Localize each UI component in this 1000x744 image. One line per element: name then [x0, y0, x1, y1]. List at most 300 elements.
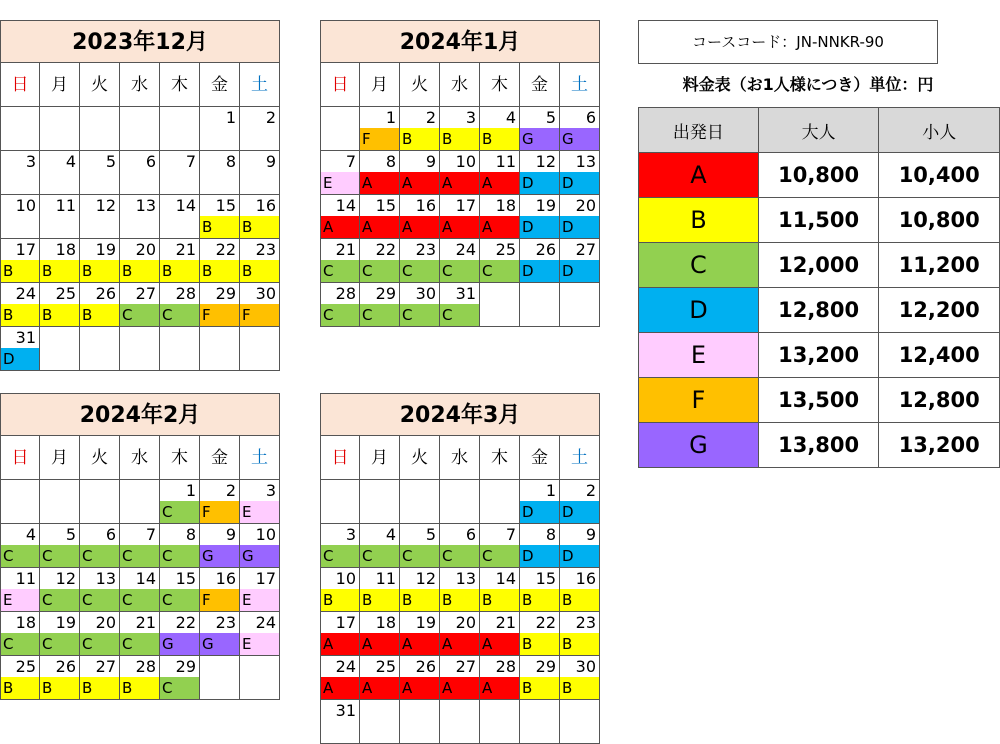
price-code: C	[321, 545, 359, 567]
price-code: C	[360, 545, 399, 567]
weekday-header: 木	[160, 436, 200, 480]
weekday-header: 土	[560, 63, 600, 107]
day-number: 13	[455, 569, 476, 588]
day-number: 24	[335, 657, 356, 676]
weekday-header: 火	[80, 436, 120, 480]
day-number: 23	[575, 613, 596, 632]
day-cell	[40, 195, 80, 239]
day-number: 22	[375, 240, 396, 259]
price-table-header	[639, 108, 1000, 153]
price-code: C	[40, 589, 79, 611]
price-code: B	[1, 304, 39, 326]
day-cell	[400, 239, 440, 283]
day-cell	[160, 568, 200, 612]
day-cell	[200, 656, 240, 700]
day-cell	[560, 524, 600, 568]
price-row	[639, 198, 1000, 243]
adult-price: 13,500	[758, 378, 879, 423]
price-code: C	[360, 304, 399, 326]
weekday-header: 火	[400, 63, 440, 107]
price-code: B	[1, 677, 39, 699]
price-code: F	[200, 589, 239, 611]
day-cell	[560, 656, 600, 700]
price-code: B	[1, 260, 39, 282]
price-code: C	[160, 545, 199, 567]
price-code-cell: A	[639, 153, 759, 198]
day-cell	[520, 480, 560, 524]
price-code: E	[240, 501, 279, 523]
day-number: 27	[455, 657, 476, 676]
day-cell	[360, 612, 400, 656]
price-code: B	[400, 128, 439, 150]
adult-price: 12,000	[758, 243, 879, 288]
day-cell	[400, 700, 440, 744]
weekday-header: 水	[120, 63, 160, 107]
day-cell	[560, 480, 600, 524]
weekday-header: 木	[480, 63, 520, 107]
day-cell	[120, 612, 160, 656]
price-code: C	[440, 545, 479, 567]
price-code: C	[40, 633, 79, 655]
day-cell	[440, 151, 480, 195]
day-number: 27	[135, 284, 156, 303]
day-number: 1	[185, 481, 196, 500]
price-code: B	[360, 589, 399, 611]
price-code: G	[560, 128, 599, 150]
price-code: A	[321, 216, 359, 238]
price-code: D	[520, 172, 559, 194]
day-cell	[480, 568, 520, 612]
price-code: C	[321, 304, 359, 326]
day-cell	[240, 568, 280, 612]
day-number: 13	[575, 152, 596, 171]
day-cell	[480, 480, 520, 524]
day-cell	[320, 283, 360, 327]
day-cell	[40, 151, 80, 195]
day-number: 14	[335, 196, 356, 215]
day-cell	[80, 195, 120, 239]
price-code: B	[40, 260, 79, 282]
weekday-header: 土	[560, 436, 600, 480]
day-number: 11	[375, 569, 396, 588]
day-number: 5	[65, 525, 76, 544]
day-cell	[520, 612, 560, 656]
weekday-header: 日	[320, 63, 360, 107]
day-cell	[200, 480, 240, 524]
day-cell	[400, 195, 440, 239]
day-cell	[0, 151, 40, 195]
price-code: C	[160, 304, 199, 326]
price-code: A	[440, 172, 479, 194]
day-number: 12	[55, 569, 76, 588]
price-code: C	[160, 677, 199, 699]
price-code: A	[360, 633, 399, 655]
price-code-cell: B	[639, 198, 759, 243]
weekday-header: 水	[440, 63, 480, 107]
day-number: 19	[415, 613, 436, 632]
calendar-mar-2024	[320, 393, 600, 744]
day-number: 1	[225, 108, 236, 127]
price-code: B	[200, 216, 239, 238]
day-number: 8	[385, 152, 396, 171]
day-cell	[360, 283, 400, 327]
day-cell	[320, 524, 360, 568]
price-code: A	[360, 172, 399, 194]
day-cell	[80, 283, 120, 327]
day-cell	[400, 612, 440, 656]
price-code: C	[80, 633, 119, 655]
price-code: B	[560, 677, 599, 699]
day-cell	[40, 107, 80, 151]
day-cell	[440, 480, 480, 524]
day-number: 29	[175, 657, 196, 676]
day-number: 26	[55, 657, 76, 676]
day-cell	[440, 656, 480, 700]
price-code: D	[560, 172, 599, 194]
weekday-header: 金	[200, 63, 240, 107]
day-cell	[360, 239, 400, 283]
day-number: 1	[545, 481, 556, 500]
day-cell	[360, 524, 400, 568]
weekday-header: 土	[240, 436, 280, 480]
price-code: C	[480, 545, 519, 567]
day-cell	[40, 327, 80, 371]
day-number: 10	[455, 152, 476, 171]
day-number: 5	[545, 108, 556, 127]
day-number: 13	[95, 569, 116, 588]
day-cell	[40, 239, 80, 283]
day-number: 29	[375, 284, 396, 303]
price-code: A	[321, 677, 359, 699]
weekday-header: 月	[40, 436, 80, 480]
day-cell	[480, 283, 520, 327]
price-code: C	[80, 545, 119, 567]
weekday-header: 日	[320, 436, 360, 480]
day-number: 20	[455, 613, 476, 632]
day-cell	[160, 195, 200, 239]
day-cell	[240, 656, 280, 700]
day-number: 24	[455, 240, 476, 259]
price-code: A	[440, 633, 479, 655]
calendar-dec-2023	[0, 20, 280, 371]
day-cell	[80, 327, 120, 371]
price-code: C	[360, 260, 399, 282]
price-code: B	[520, 677, 559, 699]
day-cell	[40, 568, 80, 612]
day-number: 19	[95, 240, 116, 259]
price-code-cell: G	[639, 423, 759, 468]
price-code: D	[520, 501, 559, 523]
weekday-header: 金	[520, 436, 560, 480]
price-code: C	[400, 304, 439, 326]
calendar-grid	[320, 63, 600, 327]
day-number: 21	[335, 240, 356, 259]
day-cell	[200, 239, 240, 283]
price-row	[639, 288, 1000, 333]
day-cell	[160, 239, 200, 283]
weekday-header: 火	[80, 63, 120, 107]
day-cell	[80, 151, 120, 195]
day-cell	[520, 283, 560, 327]
price-code: C	[120, 545, 159, 567]
price-code: G	[520, 128, 559, 150]
day-number: 7	[145, 525, 156, 544]
price-code-cell: D	[639, 288, 759, 333]
day-cell	[360, 568, 400, 612]
day-number: 16	[255, 196, 276, 215]
price-code: B	[120, 260, 159, 282]
day-cell	[40, 656, 80, 700]
day-number: 12	[535, 152, 556, 171]
price-code: C	[160, 501, 199, 523]
header-departure: 出発日	[639, 108, 759, 153]
day-number: 11	[495, 152, 516, 171]
day-number: 28	[135, 657, 156, 676]
day-cell	[120, 239, 160, 283]
price-code: D	[1, 348, 39, 370]
day-cell	[240, 239, 280, 283]
price-code: F	[240, 304, 279, 326]
weekday-header: 木	[480, 436, 520, 480]
day-cell	[400, 480, 440, 524]
price-code: D	[560, 216, 599, 238]
day-cell	[400, 656, 440, 700]
day-cell	[0, 612, 40, 656]
price-code: F	[200, 304, 239, 326]
day-number: 1	[385, 108, 396, 127]
day-cell	[40, 283, 80, 327]
day-cell	[120, 327, 160, 371]
price-code: C	[120, 633, 159, 655]
weekday-header: 日	[0, 436, 40, 480]
day-cell	[240, 107, 280, 151]
day-cell	[320, 239, 360, 283]
weekday-header: 火	[400, 436, 440, 480]
day-cell	[520, 195, 560, 239]
price-code: G	[200, 633, 239, 655]
price-code-cell: F	[639, 378, 759, 423]
calendar-grid	[0, 63, 280, 371]
calendar-title: 2024年2月	[0, 393, 280, 436]
price-code: B	[120, 677, 159, 699]
day-cell	[440, 195, 480, 239]
weekday-header: 金	[200, 436, 240, 480]
day-number: 31	[455, 284, 476, 303]
day-number: 29	[535, 657, 556, 676]
day-cell	[120, 195, 160, 239]
day-number: 4	[25, 525, 36, 544]
price-code-cell: C	[639, 243, 759, 288]
weekday-header: 金	[520, 63, 560, 107]
day-cell	[160, 656, 200, 700]
day-cell	[320, 656, 360, 700]
day-number: 23	[215, 613, 236, 632]
day-number: 28	[335, 284, 356, 303]
day-cell	[520, 151, 560, 195]
day-number: 17	[335, 613, 356, 632]
price-code: A	[440, 677, 479, 699]
day-number: 3	[25, 152, 36, 171]
price-code: B	[440, 589, 479, 611]
day-number: 26	[95, 284, 116, 303]
day-number: 26	[535, 240, 556, 259]
day-number: 29	[215, 284, 236, 303]
day-cell	[0, 239, 40, 283]
day-number: 2	[585, 481, 596, 500]
day-number: 24	[15, 284, 36, 303]
day-cell	[0, 327, 40, 371]
price-code: A	[360, 677, 399, 699]
weekday-header: 月	[360, 436, 400, 480]
price-code: C	[480, 260, 519, 282]
day-number: 31	[335, 701, 356, 720]
day-number: 19	[535, 196, 556, 215]
day-cell	[360, 700, 400, 744]
day-number: 5	[425, 525, 436, 544]
price-code: C	[400, 545, 439, 567]
price-code: G	[160, 633, 199, 655]
price-table	[638, 107, 1000, 468]
child-price: 10,800	[879, 198, 1000, 243]
day-cell	[240, 283, 280, 327]
day-cell	[440, 283, 480, 327]
day-cell	[400, 151, 440, 195]
day-number: 21	[135, 613, 156, 632]
day-cell	[400, 568, 440, 612]
day-number: 18	[15, 613, 36, 632]
day-cell	[160, 151, 200, 195]
day-cell	[360, 656, 400, 700]
day-number: 31	[15, 328, 36, 347]
price-table-title: 料金表（お1人様につき）単位：円	[682, 75, 934, 94]
day-cell	[360, 195, 400, 239]
day-number: 22	[175, 613, 196, 632]
day-number: 2	[225, 481, 236, 500]
price-code: C	[40, 545, 79, 567]
calendar-title: 2023年12月	[0, 20, 280, 63]
price-code: E	[1, 589, 39, 611]
day-number: 14	[135, 569, 156, 588]
day-cell	[120, 283, 160, 327]
course-code: コースコード：JN-NNKR-90	[638, 20, 938, 64]
adult-price: 13,800	[758, 423, 879, 468]
day-number: 9	[585, 525, 596, 544]
day-cell	[520, 239, 560, 283]
day-cell	[560, 151, 600, 195]
day-number: 16	[575, 569, 596, 588]
day-number: 14	[175, 196, 196, 215]
price-code: C	[1, 633, 39, 655]
price-row	[639, 378, 1000, 423]
day-cell	[80, 239, 120, 283]
day-cell	[0, 656, 40, 700]
price-code: C	[440, 304, 479, 326]
price-code: A	[400, 677, 439, 699]
price-code: B	[240, 260, 279, 282]
day-number: 3	[465, 108, 476, 127]
day-number: 24	[255, 613, 276, 632]
day-number: 8	[225, 152, 236, 171]
day-number: 14	[495, 569, 516, 588]
day-cell	[520, 107, 560, 151]
day-cell	[560, 239, 600, 283]
day-cell	[440, 524, 480, 568]
day-cell	[560, 612, 600, 656]
day-cell	[160, 283, 200, 327]
price-code: B	[560, 633, 599, 655]
day-cell	[240, 524, 280, 568]
price-code: C	[1, 545, 39, 567]
price-code: A	[321, 633, 359, 655]
price-code: B	[240, 216, 279, 238]
day-number: 18	[495, 196, 516, 215]
day-number: 27	[575, 240, 596, 259]
day-number: 20	[95, 613, 116, 632]
weekday-header: 土	[240, 63, 280, 107]
day-number: 15	[215, 196, 236, 215]
price-code: G	[200, 545, 239, 567]
price-row	[639, 333, 1000, 378]
day-number: 17	[455, 196, 476, 215]
day-cell	[560, 568, 600, 612]
day-cell	[320, 612, 360, 656]
day-cell	[120, 524, 160, 568]
price-row	[639, 243, 1000, 288]
price-code: D	[560, 545, 599, 567]
day-number: 30	[575, 657, 596, 676]
day-number: 13	[135, 196, 156, 215]
price-code: B	[560, 589, 599, 611]
day-number: 7	[185, 152, 196, 171]
day-number: 19	[55, 613, 76, 632]
day-cell	[200, 524, 240, 568]
day-cell	[480, 700, 520, 744]
day-number: 22	[535, 613, 556, 632]
day-number: 17	[255, 569, 276, 588]
day-cell	[80, 568, 120, 612]
child-price: 12,200	[879, 288, 1000, 333]
price-code: B	[40, 677, 79, 699]
day-cell	[520, 700, 560, 744]
adult-price: 11,500	[758, 198, 879, 243]
day-number: 16	[215, 569, 236, 588]
day-cell	[120, 568, 160, 612]
price-code: A	[440, 216, 479, 238]
adult-price: 10,800	[758, 153, 879, 198]
day-cell	[320, 700, 360, 744]
day-cell	[120, 480, 160, 524]
price-code: B	[40, 304, 79, 326]
day-cell	[360, 107, 400, 151]
day-cell	[0, 480, 40, 524]
day-number: 18	[55, 240, 76, 259]
day-cell	[0, 524, 40, 568]
day-cell	[320, 195, 360, 239]
price-code: A	[480, 633, 519, 655]
day-cell	[480, 107, 520, 151]
day-cell	[480, 151, 520, 195]
day-cell	[320, 568, 360, 612]
day-cell	[440, 107, 480, 151]
price-code: C	[120, 304, 159, 326]
day-number: 27	[95, 657, 116, 676]
day-number: 6	[105, 525, 116, 544]
header-child: 小人	[879, 108, 1000, 153]
day-number: 6	[585, 108, 596, 127]
day-number: 23	[415, 240, 436, 259]
day-number: 10	[255, 525, 276, 544]
day-number: 12	[415, 569, 436, 588]
